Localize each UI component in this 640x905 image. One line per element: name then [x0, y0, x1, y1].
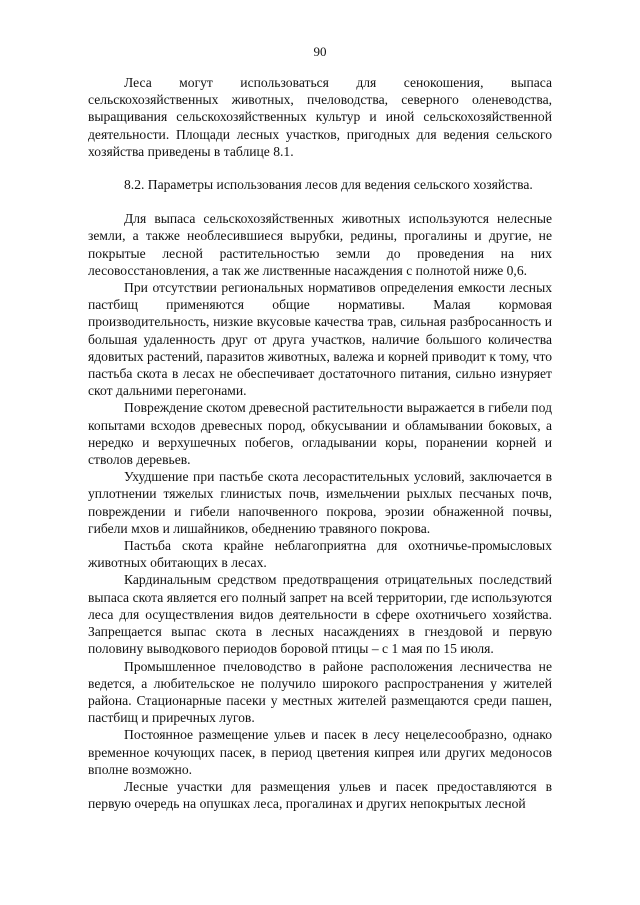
page-content	[88, 74, 552, 812]
paragraph-pasture-norms: При отсутствии региональных нормативов определения емкости лесных пастбищ применяются общие нормативы. Малая кормовая производительность, низкие вкусовые качества трав, сильная разбросанность и большая удаленность друг от друга участков, наличие большого количества ядовитых растений, паразитов животных, валежа и корней приводит к тому, что пастьба скота в лесах не обеспечивает достаточного питания, сильно изнуряет скот дальними перегонами.	[88, 280, 552, 399]
paragraph-tree-damage: Повреждение скотом древесной растительности выражается в гибели под копытами всходов древесных пород, обкусывании и обламывании боковых, а нередко и верхушечных побегов, огладывании коры, поранении корней и стволов деревьев.	[88, 400, 552, 468]
paragraph-apiary-sites: Лесные участки для размещения ульев и пасек предоставляются в первую очередь на опушках леса, прогалинах и других непокрытых лесной	[88, 778, 552, 812]
paragraph-grazing-ban: Кардинальным средством предотвращения отрицательных последствий выпаса скота является его полный запрет на всей территории, где используются леса для осуществления видов деятельности в сфере охотничьего хозяйства. Запрещается выпас скота в лесных насаждениях в гнездовой и первую половину выводкового периодов боровой птицы – с 1 мая по 15 июля.	[88, 572, 552, 657]
paragraph-soil-degradation: Ухудшение при пастьбе скота лесорастительных условий, заключается в уплотнении тяжелых глинистых почв, измельчении рыхлых песчаных почв, повреждении и гибели напочвенного покрова, эрозии обнаженной почвы, гибели мхов и лишайников, обеднению травяного покрова.	[88, 469, 552, 536]
paragraph-pasture-lands: Для выпаса сельскохозяйственных животных используются нелесные земли, а также необлесившиеся вырубки, редины, прогалины и другие, не покрытые лесной растительностью земли до проведения на них лесовосстановления, а так же лиственные насаждения с полнотой ниже 0,6.	[88, 211, 552, 278]
section-heading: 8.2. Параметры использования лесов для ведения сельского хозяйства.	[124, 177, 533, 193]
page-number: 90	[313, 44, 327, 59]
intro-paragraph: Леса могут использоваться для сенокошения, выпаса сельскохозяйственных животных, пчеловодства, северного оленеводства, выращивания сельскохозяйственных культур и иной сельскохозяйственной деятельности. Площади лесных участков, пригодных для ведения сельского хозяйства приведены в таблице 8.1.	[88, 75, 552, 159]
paragraph-hive-placement: Постоянное размещение ульев и пасек в лесу нецелесообразно, однако временное кочующих пасек, в период цветения кипрея или других медоносов вполне возможно.	[88, 727, 552, 777]
paragraph-beekeeping: Промышленное пчеловодство в районе расположения лесничества не ведется, а любительское не получило широкого распространения у жителей района. Стационарные пасеки у местных жителей размещаются среди пашен, пастбищ и приречных лугов.	[88, 658, 552, 726]
paragraph-game-animals: Пастьба скота крайне неблагоприятна для охотничье-промысловых животных обитающих в лесах.	[88, 538, 552, 571]
